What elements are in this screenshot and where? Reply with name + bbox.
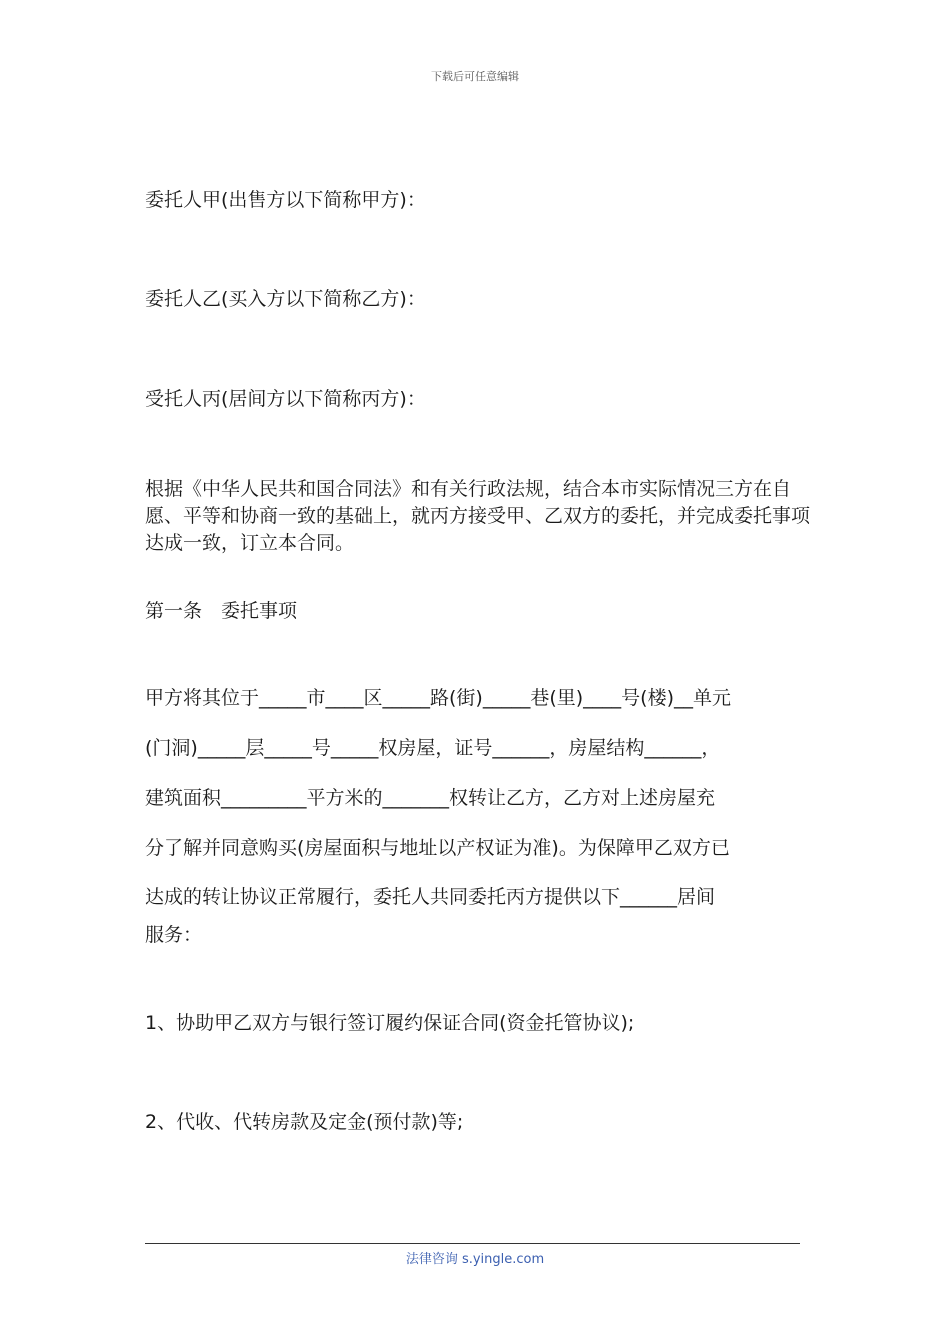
list-item-1: 1、协助甲乙双方与银行签订履约保证合同(资金托管协议); — [145, 1012, 635, 1034]
header-note: 下载后可任意编辑 — [431, 70, 519, 83]
party-a-line: 委托人甲(出售方以下简称甲方)： — [145, 189, 426, 211]
article-1-line-4: 分了解并同意购买(房屋面积与地址以产权证为准)。为保障甲乙双方已 — [145, 837, 730, 859]
article-1-line-5: 达成的转让协议正常履行，委托人共同委托丙方提供以下______居间 — [145, 886, 716, 908]
intro-paragraph: 根据《中华人民共和国合同法》和有关行政法规，结合本市实际情况三方在自愿、平等和协商一致的基础上，就丙方接受甲、乙双方的委托，并完成委托事项达成一致，订立本合同。 — [145, 478, 811, 554]
list-item-2: 2、代收、代转房款及定金(预付款)等; — [145, 1111, 464, 1133]
article-1-line-2: (门洞)_____层_____号_____权房屋，证号______，房屋结构______， — [145, 737, 721, 759]
party-b-line: 委托人乙(买入方以下简称乙方)： — [145, 288, 426, 310]
article-1-line-1: 甲方将其位于_____市____区_____路(街)_____巷(里)____号(楼)__单元 — [145, 687, 731, 709]
footer-link[interactable]: 法律咨询 s.yingle.com — [405, 1252, 545, 1267]
footer-divider — [145, 1243, 800, 1244]
party-c-line: 受托人丙(居间方以下简称丙方)： — [145, 388, 426, 410]
article-1-line-6: 服务： — [145, 924, 203, 946]
article-1-line-3: 建筑面积_________平方米的_______权转让乙方，乙方对上述房屋充 — [145, 787, 716, 809]
article-1-title: 第一条 委托事项 — [145, 600, 298, 622]
